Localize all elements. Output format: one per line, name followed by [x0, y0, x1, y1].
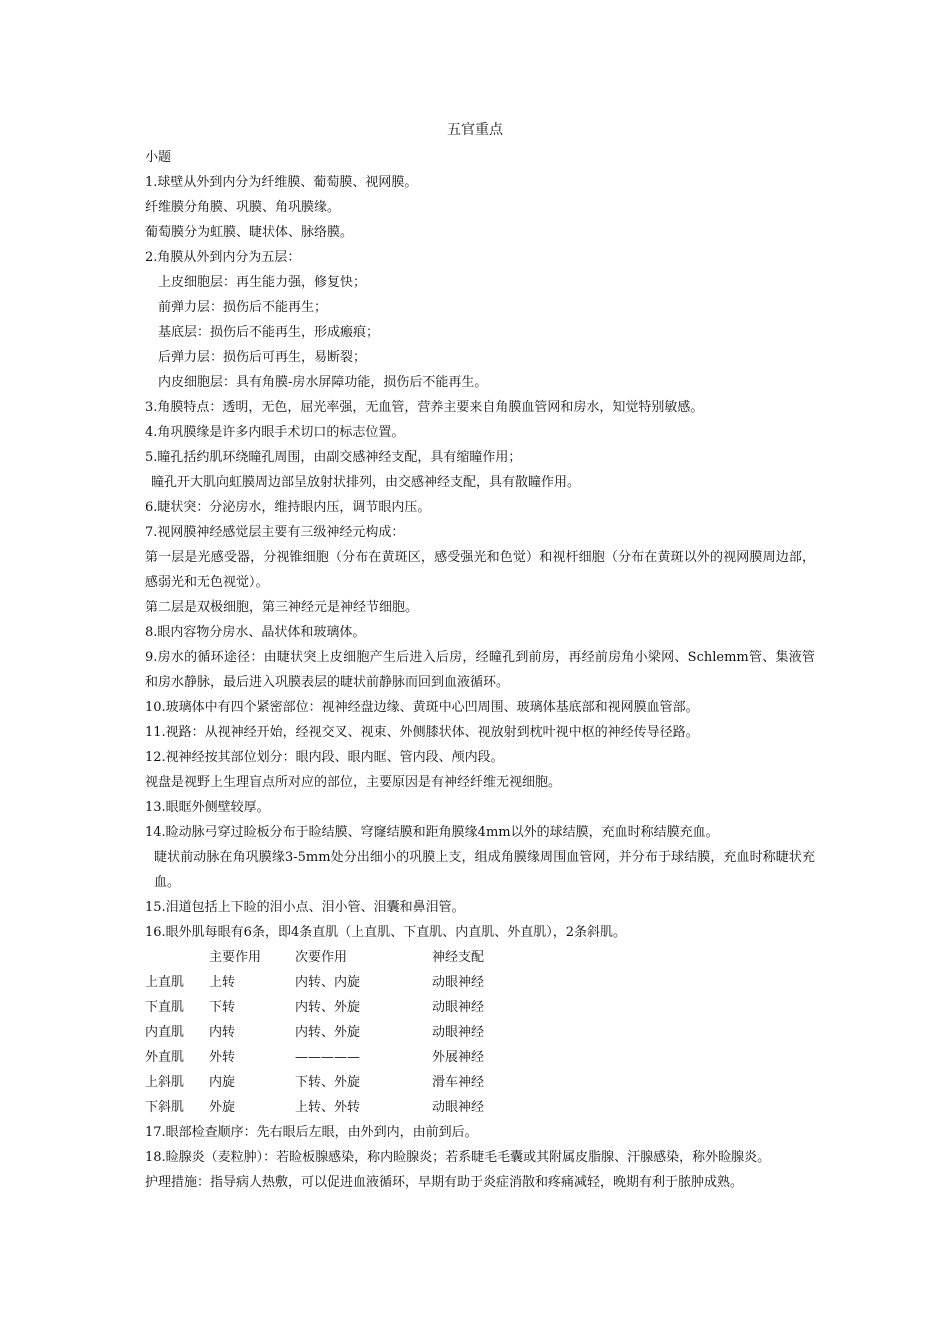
muscle-name: 内直肌: [145, 1025, 185, 1040]
nerve: 滑车神经: [432, 1075, 485, 1090]
text-line: 16.眼外肌每眼有6条，即4条直肌（上直肌、下直肌、内直肌、外直肌），2条斜肌。: [145, 925, 626, 940]
muscle-table-row: [145, 970, 815, 995]
secondary-action: 内转、内旋: [295, 975, 361, 990]
nerve: 动眼神经: [432, 1025, 485, 1040]
text-line: 视盘是视野上生理盲点所对应的部位，主要原因是有神经纤维无视细胞。: [145, 775, 562, 790]
text-line: 17.眼部检查顺序：先右眼后左眼，由外到内，由前到后。: [145, 1125, 478, 1140]
muscle-table-header: [145, 945, 815, 970]
header-primary-action: 主要作用: [209, 950, 262, 965]
cornea-layer-line: 基底层：损伤后不能再生，形成瘢痕；: [158, 325, 380, 340]
primary-action: 内转: [209, 1025, 236, 1040]
text-line: 护理措施：指导病人热敷，可以促进血液循环，早期有助于炎症消散和疼痛减轻，晚期有利于脓肿成熟。: [145, 1175, 744, 1190]
muscle-table-row: [145, 995, 815, 1020]
text-line: 10.玻璃体中有四个紧密部位：视神经盘边缘、黄斑中心凹周围、玻璃体基底部和视网膜血管部。: [145, 700, 699, 715]
primary-action: 外旋: [209, 1100, 236, 1115]
secondary-action: 内转、外旋: [295, 1025, 361, 1040]
text-line: 4.角巩膜缘是许多内眼手术切口的标志位置。: [145, 425, 405, 440]
text-paragraph: 第一层是光感受器，分视锥细胞（分布在黄斑区，感受强光和色觉）和视杆细胞（分布在黄斑以外的视网膜周边部，感弱光和无色视觉）。: [145, 550, 815, 590]
muscle-table-row: [145, 1070, 815, 1095]
muscle-name: 下直肌: [145, 1000, 185, 1015]
primary-action: 内旋: [209, 1075, 236, 1090]
text-paragraph: 18.睑腺炎（麦粒肿）：若睑板腺感染，称内睑腺炎；若系睫毛毛囊或其附属皮脂腺、汗腺感染，称外睑腺炎。: [145, 1150, 771, 1165]
muscle-name: 上斜肌: [145, 1075, 185, 1090]
muscle-table-row: [145, 1020, 815, 1045]
primary-action: 下转: [209, 1000, 236, 1015]
text-line: 葡萄膜分为虹膜、睫状体、脉络膜。: [145, 225, 354, 240]
muscle-name: 下斜肌: [145, 1100, 185, 1115]
section-heading: 小题: [145, 150, 172, 165]
text-line: 13.眼眶外侧壁较厚。: [145, 800, 270, 815]
text-line: 11.视路：从视神经开始，经视交叉、视束、外侧膝状体、视放射到枕叶视中枢的神经传导径路。: [145, 725, 699, 740]
nerve: 外展神经: [432, 1050, 485, 1065]
header-secondary-action: 次要作用: [295, 950, 348, 965]
text-paragraph: 9.房水的循环途径：由睫状突上皮细胞产生后进入后房，经瞳孔到前房，再经前房角小梁网、Schlemm管、集液管和房水静脉，最后进入巩膜表层的睫状前静脉而回到血液循环。: [145, 650, 815, 690]
muscle-name: 外直肌: [145, 1050, 185, 1065]
header-nerve: 神经支配: [432, 950, 485, 965]
cornea-layer-line: 上皮细胞层：再生能力强，修复快；: [158, 275, 367, 290]
cornea-layer-line: 前弹力层：损伤后不能再生；: [158, 300, 328, 315]
text-paragraph: 睫状前动脉在角巩膜缘3-5mm处分出细小的巩膜上支，组成角膜缘周围血管网，并分布于球结膜，充血时称睫状充血。: [154, 850, 815, 890]
nerve: 动眼神经: [432, 1000, 485, 1015]
text-line: 14.睑动脉弓穿过睑板分布于睑结膜、穹窿结膜和距角膜缘4mm以外的球结膜，充血时称结膜充血。: [145, 825, 719, 840]
muscle-table-row: [145, 1095, 815, 1120]
secondary-action: 下转、外旋: [295, 1075, 361, 1090]
text-line: 纤维膜分角膜、巩膜、角巩膜缘。: [145, 200, 341, 215]
text-line: 8.眼内容物分房水、晶状体和玻璃体。: [145, 625, 366, 640]
text-line: 7.视网膜神经感觉层主要有三级神经元构成：: [145, 525, 405, 540]
cornea-layer-line: 后弹力层：损伤后可再生，易断裂；: [158, 350, 367, 365]
text-line: 2.角膜从外到内分为五层：: [145, 250, 301, 265]
text-line: 瞳孔开大肌向虹膜周边部呈放射状排列，由交感神经支配，具有散瞳作用。: [151, 475, 581, 490]
primary-action: 外转: [209, 1050, 236, 1065]
secondary-action: —————: [295, 1050, 360, 1065]
cornea-layer-line: 内皮细胞层：具有角膜-房水屏障功能，损伤后不能再生。: [158, 375, 488, 390]
text-line: 6.睫状突：分泌房水，维持眼内压，调节眼内压。: [145, 500, 431, 515]
muscle-table-row: [145, 1045, 815, 1070]
text-line: 3.角膜特点：透明，无色，屈光率强，无血管，营养主要来自角膜血管网和房水，知觉特别敏感。: [145, 400, 704, 415]
text-line: 15.泪道包括上下睑的泪小点、泪小管、泪囊和鼻泪管。: [145, 900, 465, 915]
text-line: 5.瞳孔括约肌环绕瞳孔周围，由副交感神经支配，具有缩瞳作用；: [145, 450, 522, 465]
text-line: 第二层是双极细胞，第三神经元是神经节细胞。: [145, 600, 419, 615]
document-title: 五官重点: [447, 122, 503, 138]
nerve: 动眼神经: [432, 975, 485, 990]
primary-action: 上转: [209, 975, 236, 990]
secondary-action: 内转、外旋: [295, 1000, 361, 1015]
nerve: 动眼神经: [432, 1100, 485, 1115]
muscle-name: 上直肌: [145, 975, 185, 990]
text-line: 1.球壁从外到内分为纤维膜、葡萄膜、视网膜。: [145, 175, 418, 190]
document-body: [145, 145, 815, 1195]
secondary-action: 上转、外转: [295, 1100, 361, 1115]
text-line: 12.视神经按其部位划分：眼内段、眼内眶、管内段、颅内段。: [145, 750, 504, 765]
